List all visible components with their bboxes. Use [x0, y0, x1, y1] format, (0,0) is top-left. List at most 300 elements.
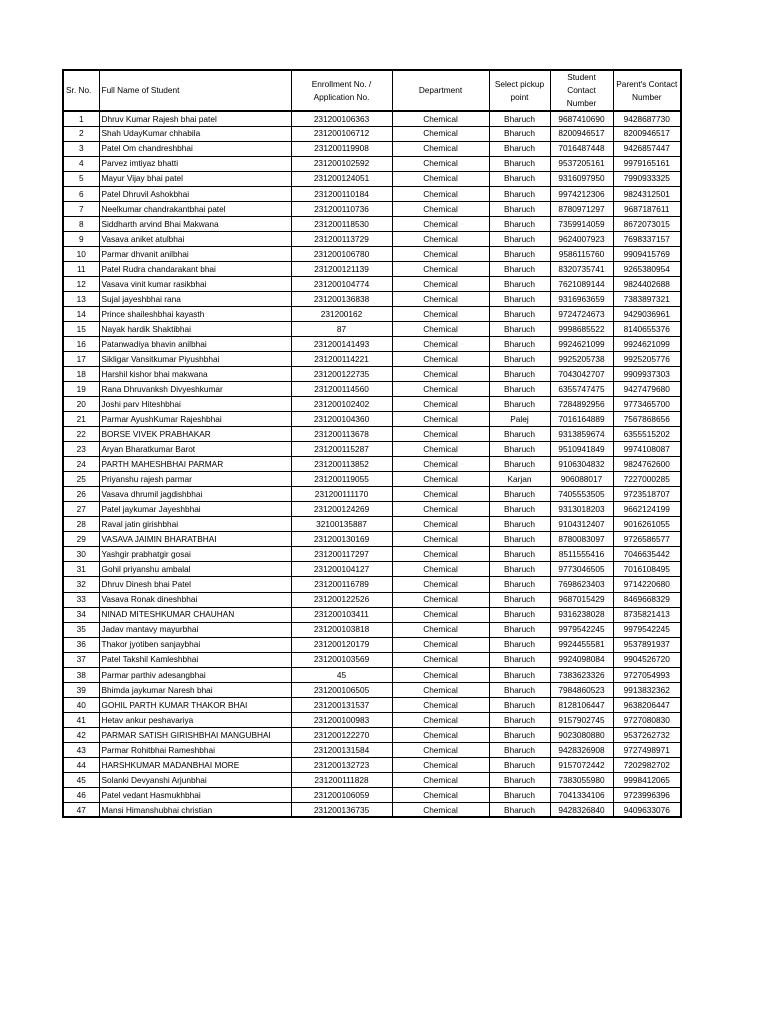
- table-row: [63, 472, 681, 487]
- sr-no-cell: 14: [63, 306, 99, 321]
- enrollment-cell: 231200124051: [291, 171, 392, 186]
- student-name-cell: Raval jatin girishbhai: [99, 517, 291, 532]
- pickup-point-cell: Bharuch: [489, 352, 550, 367]
- enrollment-cell: 231200113729: [291, 231, 392, 246]
- parent-contact-cell: 7046635442: [613, 547, 681, 562]
- student-name-cell: GOHIL PARTH KUMAR THAKOR BHAI: [99, 697, 291, 712]
- pickup-point-cell: Bharuch: [489, 397, 550, 412]
- enrollment-cell: 231200118530: [291, 216, 392, 231]
- student-contact-cell: 9023080880: [550, 727, 613, 742]
- student-contact-cell: 7016487448: [550, 141, 613, 156]
- pickup-point-cell: Bharuch: [489, 757, 550, 772]
- sr-no-cell: 5: [63, 171, 99, 186]
- parent-contact-cell: 9428687730: [613, 111, 681, 126]
- department-cell: Chemical: [392, 712, 489, 727]
- department-cell: Chemical: [392, 171, 489, 186]
- parent-contact-cell: 8200946517: [613, 126, 681, 141]
- parent-contact-cell: 9909937303: [613, 367, 681, 382]
- department-cell: Chemical: [392, 667, 489, 682]
- table-row: [63, 336, 681, 351]
- table-row: [63, 457, 681, 472]
- department-cell: Chemical: [392, 457, 489, 472]
- department-cell: Chemical: [392, 156, 489, 171]
- pickup-point-cell: Bharuch: [489, 457, 550, 472]
- parent-contact-cell: 7016108495: [613, 562, 681, 577]
- enrollment-cell: 231200100983: [291, 712, 392, 727]
- parent-contact-cell: 9773465700: [613, 397, 681, 412]
- department-cell: Chemical: [392, 111, 489, 126]
- table-row: [63, 607, 681, 622]
- sr-no-cell: 47: [63, 802, 99, 817]
- table-row: [63, 156, 681, 171]
- pickup-point-cell: Bharuch: [489, 382, 550, 397]
- pickup-point-cell: Karjan: [489, 472, 550, 487]
- student-contact-cell: 7698623403: [550, 577, 613, 592]
- pickup-point-cell: Bharuch: [489, 532, 550, 547]
- pickup-point-cell: Bharuch: [489, 126, 550, 141]
- student-contact-cell: 9428326908: [550, 742, 613, 757]
- enrollment-cell: 231200111170: [291, 487, 392, 502]
- table-row: [63, 562, 681, 577]
- pickup-point-cell: Bharuch: [489, 487, 550, 502]
- student-name-cell: Parmar parthiv adesangbhai: [99, 667, 291, 682]
- enrollment-cell: 231200119908: [291, 141, 392, 156]
- department-cell: Chemical: [392, 502, 489, 517]
- department-cell: Chemical: [392, 562, 489, 577]
- student-name-cell: Patel Dhruvil Ashokbhai: [99, 186, 291, 201]
- enrollment-cell: 231200106780: [291, 246, 392, 261]
- sr-no-cell: 35: [63, 622, 99, 637]
- sr-no-cell: 23: [63, 442, 99, 457]
- parent-contact-cell: 9979165161: [613, 156, 681, 171]
- parent-contact-cell: 8469668329: [613, 592, 681, 607]
- student-name-cell: VASAVA JAIMIN BHARATBHAI: [99, 532, 291, 547]
- pickup-point-cell: Bharuch: [489, 637, 550, 652]
- table-row: [63, 532, 681, 547]
- enrollment-cell: 231200110184: [291, 186, 392, 201]
- student-contact-cell: 9925205738: [550, 352, 613, 367]
- enrollment-cell: 231200136838: [291, 291, 392, 306]
- sr-no-cell: 42: [63, 727, 99, 742]
- pickup-point-cell: Bharuch: [489, 577, 550, 592]
- parent-contact-cell: 9824762600: [613, 457, 681, 472]
- sr-no-cell: 21: [63, 412, 99, 427]
- table-row: [63, 442, 681, 457]
- department-cell: Chemical: [392, 547, 489, 562]
- student-contact-cell: 6355747475: [550, 382, 613, 397]
- enrollment-cell: 231200113852: [291, 457, 392, 472]
- enrollment-cell: 231200106059: [291, 787, 392, 802]
- department-cell: Chemical: [392, 442, 489, 457]
- pickup-point-cell: Bharuch: [489, 652, 550, 667]
- student-contact-cell: 9510941849: [550, 442, 613, 457]
- sr-no-cell: 39: [63, 682, 99, 697]
- department-cell: Chemical: [392, 607, 489, 622]
- department-cell: Chemical: [392, 321, 489, 336]
- header-full-name: Full Name of Student: [99, 70, 291, 111]
- parent-contact-cell: 8672073015: [613, 216, 681, 231]
- pickup-point-cell: Bharuch: [489, 727, 550, 742]
- table-row: [63, 502, 681, 517]
- student-name-cell: Patel Rudra chandarakant bhai: [99, 261, 291, 276]
- student-name-cell: Siddharth arvind Bhai Makwana: [99, 216, 291, 231]
- pickup-point-cell: Bharuch: [489, 427, 550, 442]
- student-contact-cell: 9624007923: [550, 231, 613, 246]
- enrollment-cell: 231200130169: [291, 532, 392, 547]
- parent-contact-cell: 7990933325: [613, 171, 681, 186]
- enrollment-cell: 231200103818: [291, 622, 392, 637]
- table-row: [63, 712, 681, 727]
- student-name-cell: Prince shaileshbhai kayasth: [99, 306, 291, 321]
- student-contact-cell: 8200946517: [550, 126, 613, 141]
- department-cell: Chemical: [392, 802, 489, 817]
- sr-no-cell: 3: [63, 141, 99, 156]
- student-list-table: [62, 69, 682, 818]
- sr-no-cell: 20: [63, 397, 99, 412]
- department-cell: Chemical: [392, 126, 489, 141]
- student-name-cell: Sikligar Vansitkumar Piyushbhai: [99, 352, 291, 367]
- pickup-point-cell: Bharuch: [489, 336, 550, 351]
- parent-contact-cell: 7383897321: [613, 291, 681, 306]
- pickup-point-cell: Bharuch: [489, 667, 550, 682]
- sr-no-cell: 13: [63, 291, 99, 306]
- pickup-point-cell: Bharuch: [489, 592, 550, 607]
- student-name-cell: Solanki Devyanshi Arjunbhai: [99, 772, 291, 787]
- sr-no-cell: 2: [63, 126, 99, 141]
- sr-no-cell: 31: [63, 562, 99, 577]
- sr-no-cell: 16: [63, 336, 99, 351]
- student-name-cell: BORSE VIVEK PRABHAKAR: [99, 427, 291, 442]
- parent-contact-cell: 9687187611: [613, 201, 681, 216]
- student-name-cell: Vasava Ronak dineshbhai: [99, 592, 291, 607]
- department-cell: Chemical: [392, 186, 489, 201]
- sr-no-cell: 44: [63, 757, 99, 772]
- student-name-cell: Harshil kishor bhai makwana: [99, 367, 291, 382]
- table-row: [63, 742, 681, 757]
- pickup-point-cell: Bharuch: [489, 712, 550, 727]
- student-contact-cell: 9313859674: [550, 427, 613, 442]
- table-row: [63, 547, 681, 562]
- department-cell: Chemical: [392, 367, 489, 382]
- student-contact-cell: 9316097950: [550, 171, 613, 186]
- sr-no-cell: 38: [63, 667, 99, 682]
- department-cell: Chemical: [392, 216, 489, 231]
- enrollment-cell: 231200113678: [291, 427, 392, 442]
- table-row: [63, 412, 681, 427]
- parent-contact-cell: 9824402688: [613, 276, 681, 291]
- enrollment-cell: 231200121139: [291, 261, 392, 276]
- pickup-point-cell: Bharuch: [489, 201, 550, 216]
- table-body: [63, 111, 681, 817]
- student-name-cell: Nayak hardik Shaktibhai: [99, 321, 291, 336]
- sr-no-cell: 45: [63, 772, 99, 787]
- enrollment-cell: 231200114560: [291, 382, 392, 397]
- enrollment-cell: 231200103411: [291, 607, 392, 622]
- table-row: [63, 697, 681, 712]
- pickup-point-cell: Bharuch: [489, 276, 550, 291]
- sr-no-cell: 30: [63, 547, 99, 562]
- parent-contact-cell: 9727498971: [613, 742, 681, 757]
- student-contact-cell: 8320735741: [550, 261, 613, 276]
- student-contact-cell: 8780971297: [550, 201, 613, 216]
- table-row: [63, 487, 681, 502]
- sr-no-cell: 40: [63, 697, 99, 712]
- pickup-point-cell: Bharuch: [489, 772, 550, 787]
- enrollment-cell: 231200104127: [291, 562, 392, 577]
- student-contact-cell: 9924455581: [550, 637, 613, 652]
- table-row: [63, 126, 681, 141]
- sr-no-cell: 12: [63, 276, 99, 291]
- student-contact-cell: 9998685522: [550, 321, 613, 336]
- student-contact-cell: 9316238028: [550, 607, 613, 622]
- department-cell: Chemical: [392, 652, 489, 667]
- table-row: [63, 231, 681, 246]
- enrollment-cell: 231200120179: [291, 637, 392, 652]
- table-row: [63, 427, 681, 442]
- sr-no-cell: 41: [63, 712, 99, 727]
- department-cell: Chemical: [392, 697, 489, 712]
- parent-contact-cell: 9537891937: [613, 637, 681, 652]
- enrollment-cell: 231200124269: [291, 502, 392, 517]
- parent-contact-cell: 9726586577: [613, 532, 681, 547]
- student-contact-cell: 7383623326: [550, 667, 613, 682]
- sr-no-cell: 7: [63, 201, 99, 216]
- parent-contact-cell: 9016261055: [613, 517, 681, 532]
- parent-contact-cell: 7698337157: [613, 231, 681, 246]
- department-cell: Chemical: [392, 487, 489, 502]
- enrollment-cell: 231200102592: [291, 156, 392, 171]
- student-name-cell: Patel jaykumar Jayeshbhai: [99, 502, 291, 517]
- pickup-point-cell: Bharuch: [489, 156, 550, 171]
- sr-no-cell: 34: [63, 607, 99, 622]
- enrollment-cell: 231200116789: [291, 577, 392, 592]
- parent-contact-cell: 9426857447: [613, 141, 681, 156]
- department-cell: Chemical: [392, 427, 489, 442]
- student-contact-cell: 8128106447: [550, 697, 613, 712]
- student-contact-cell: 9974212306: [550, 186, 613, 201]
- student-contact-cell: 9104312407: [550, 517, 613, 532]
- student-contact-cell: 9773046505: [550, 562, 613, 577]
- department-cell: Chemical: [392, 412, 489, 427]
- student-name-cell: Dhruv Kumar Rajesh bhai patel: [99, 111, 291, 126]
- student-contact-cell: 7284892956: [550, 397, 613, 412]
- parent-contact-cell: 9979542245: [613, 622, 681, 637]
- department-cell: Chemical: [392, 231, 489, 246]
- department-cell: Chemical: [392, 637, 489, 652]
- pickup-point-cell: Bharuch: [489, 246, 550, 261]
- student-contact-cell: 9687410690: [550, 111, 613, 126]
- pickup-point-cell: Bharuch: [489, 442, 550, 457]
- sr-no-cell: 27: [63, 502, 99, 517]
- student-name-cell: PARTH MAHESHBHAI PARMAR: [99, 457, 291, 472]
- enrollment-cell: 231200141493: [291, 336, 392, 351]
- enrollment-cell: 231200114221: [291, 352, 392, 367]
- student-name-cell: Mayur Vijay bhai patel: [99, 171, 291, 186]
- student-name-cell: Parmar Rohitbhai Rameshbhai: [99, 742, 291, 757]
- sr-no-cell: 18: [63, 367, 99, 382]
- enrollment-cell: 32100135887: [291, 517, 392, 532]
- pickup-point-cell: Bharuch: [489, 291, 550, 306]
- pickup-point-cell: Bharuch: [489, 682, 550, 697]
- parent-contact-cell: 9265380954: [613, 261, 681, 276]
- parent-contact-cell: 9537262732: [613, 727, 681, 742]
- enrollment-cell: 231200111828: [291, 772, 392, 787]
- student-contact-cell: 7041334106: [550, 787, 613, 802]
- table-row: [63, 787, 681, 802]
- student-name-cell: Hetav ankur peshavariya: [99, 712, 291, 727]
- table-row: [63, 186, 681, 201]
- enrollment-cell: 231200106505: [291, 682, 392, 697]
- pickup-point-cell: Bharuch: [489, 321, 550, 336]
- pickup-point-cell: Bharuch: [489, 547, 550, 562]
- parent-contact-cell: 7227000285: [613, 472, 681, 487]
- pickup-point-cell: Bharuch: [489, 742, 550, 757]
- sr-no-cell: 22: [63, 427, 99, 442]
- parent-contact-cell: 9913832362: [613, 682, 681, 697]
- enrollment-cell: 231200106363: [291, 111, 392, 126]
- table-header: [63, 70, 681, 111]
- student-name-cell: Patel Om chandreshbhai: [99, 141, 291, 156]
- student-contact-cell: 9537205161: [550, 156, 613, 171]
- student-contact-cell: 9106304832: [550, 457, 613, 472]
- table-row: [63, 276, 681, 291]
- department-cell: Chemical: [392, 382, 489, 397]
- department-cell: Chemical: [392, 472, 489, 487]
- enrollment-cell: 231200110736: [291, 201, 392, 216]
- department-cell: Chemical: [392, 306, 489, 321]
- department-cell: Chemical: [392, 787, 489, 802]
- pickup-point-cell: Bharuch: [489, 306, 550, 321]
- sr-no-cell: 17: [63, 352, 99, 367]
- department-cell: Chemical: [392, 772, 489, 787]
- student-contact-cell: 9313018203: [550, 502, 613, 517]
- pickup-point-cell: Bharuch: [489, 787, 550, 802]
- parent-contact-cell: 9638206447: [613, 697, 681, 712]
- parent-contact-cell: 9974108087: [613, 442, 681, 457]
- student-name-cell: Aryan Bharatkumar Barot: [99, 442, 291, 457]
- parent-contact-cell: 9409633076: [613, 802, 681, 817]
- sr-no-cell: 28: [63, 517, 99, 532]
- department-cell: Chemical: [392, 757, 489, 772]
- table-row: [63, 201, 681, 216]
- pickup-point-cell: Bharuch: [489, 111, 550, 126]
- student-contact-cell: 9586115760: [550, 246, 613, 261]
- department-cell: Chemical: [392, 397, 489, 412]
- parent-contact-cell: 9909415769: [613, 246, 681, 261]
- parent-contact-cell: 7567868656: [613, 412, 681, 427]
- pickup-point-cell: Bharuch: [489, 141, 550, 156]
- parent-contact-cell: 9925205776: [613, 352, 681, 367]
- sr-no-cell: 33: [63, 592, 99, 607]
- header-pickup-point: Select pickup point: [489, 70, 550, 111]
- department-cell: Chemical: [392, 742, 489, 757]
- student-name-cell: Parmar dhvanit anilbhai: [99, 246, 291, 261]
- sr-no-cell: 10: [63, 246, 99, 261]
- enrollment-cell: 231200132723: [291, 757, 392, 772]
- department-cell: Chemical: [392, 727, 489, 742]
- parent-contact-cell: 9429036961: [613, 306, 681, 321]
- table-row: [63, 216, 681, 231]
- student-contact-cell: 9924621099: [550, 336, 613, 351]
- student-contact-cell: 8511555416: [550, 547, 613, 562]
- parent-contact-cell: 8735821413: [613, 607, 681, 622]
- sr-no-cell: 24: [63, 457, 99, 472]
- parent-contact-cell: 9924621099: [613, 336, 681, 351]
- enrollment-cell: 231200117297: [291, 547, 392, 562]
- student-contact-cell: 9316963659: [550, 291, 613, 306]
- table-row: [63, 291, 681, 306]
- parent-contact-cell: 9723996396: [613, 787, 681, 802]
- table-row: [63, 517, 681, 532]
- pickup-point-cell: Bharuch: [489, 622, 550, 637]
- pickup-point-cell: Bharuch: [489, 802, 550, 817]
- table-row: [63, 622, 681, 637]
- student-name-cell: HARSHKUMAR MADANBHAI MORE: [99, 757, 291, 772]
- student-name-cell: Joshi parv Hiteshbhai: [99, 397, 291, 412]
- header-enrollment: Enrollment No. / Application No.: [291, 70, 392, 111]
- table-row: [63, 352, 681, 367]
- parent-contact-cell: 9904526720: [613, 652, 681, 667]
- student-name-cell: Patanwadiya bhavin anilbhai: [99, 336, 291, 351]
- parent-contact-cell: 9824312501: [613, 186, 681, 201]
- parent-contact-cell: 9998412065: [613, 772, 681, 787]
- enrollment-cell: 231200122526: [291, 592, 392, 607]
- sr-no-cell: 19: [63, 382, 99, 397]
- table-row: [63, 382, 681, 397]
- pickup-point-cell: Bharuch: [489, 231, 550, 246]
- student-contact-cell: 9924098084: [550, 652, 613, 667]
- parent-contact-cell: 9662124199: [613, 502, 681, 517]
- department-cell: Chemical: [392, 261, 489, 276]
- sr-no-cell: 8: [63, 216, 99, 231]
- student-contact-cell: 9687015429: [550, 592, 613, 607]
- student-name-cell: Thakor jyotiben sanjaybhai: [99, 637, 291, 652]
- student-name-cell: Patel vedant Hasmukhbhai: [99, 787, 291, 802]
- department-cell: Chemical: [392, 246, 489, 261]
- enrollment-cell: 231200115287: [291, 442, 392, 457]
- sr-no-cell: 9: [63, 231, 99, 246]
- sr-no-cell: 15: [63, 321, 99, 336]
- enrollment-cell: 231200104774: [291, 276, 392, 291]
- sr-no-cell: 6: [63, 186, 99, 201]
- department-cell: Chemical: [392, 577, 489, 592]
- student-contact-cell: 9157072442: [550, 757, 613, 772]
- student-name-cell: PARMAR SATISH GIRISHBHAI MANGUBHAI: [99, 727, 291, 742]
- student-name-cell: Neelkumar chandrakantbhai patel: [99, 201, 291, 216]
- table-row: [63, 306, 681, 321]
- parent-contact-cell: 6355515202: [613, 427, 681, 442]
- enrollment-cell: 231200103569: [291, 652, 392, 667]
- student-contact-cell: 9428326840: [550, 802, 613, 817]
- student-contact-cell: 7405553505: [550, 487, 613, 502]
- student-contact-cell: 9724724673: [550, 306, 613, 321]
- pickup-point-cell: Bharuch: [489, 697, 550, 712]
- table-row: [63, 637, 681, 652]
- department-cell: Chemical: [392, 532, 489, 547]
- enrollment-cell: 231200102402: [291, 397, 392, 412]
- student-contact-cell: 9157902745: [550, 712, 613, 727]
- student-name-cell: Rana Dhruvanksh Divyeshkumar: [99, 382, 291, 397]
- header-row: [63, 70, 681, 111]
- student-name-cell: Vasava vinit kumar rasikbhai: [99, 276, 291, 291]
- student-contact-cell: 7383055980: [550, 772, 613, 787]
- parent-contact-cell: 8140655376: [613, 321, 681, 336]
- table-row: [63, 757, 681, 772]
- student-name-cell: Mansi Himanshubhai christian: [99, 802, 291, 817]
- parent-contact-cell: 9727080830: [613, 712, 681, 727]
- pickup-point-cell: Bharuch: [489, 216, 550, 231]
- sr-no-cell: 43: [63, 742, 99, 757]
